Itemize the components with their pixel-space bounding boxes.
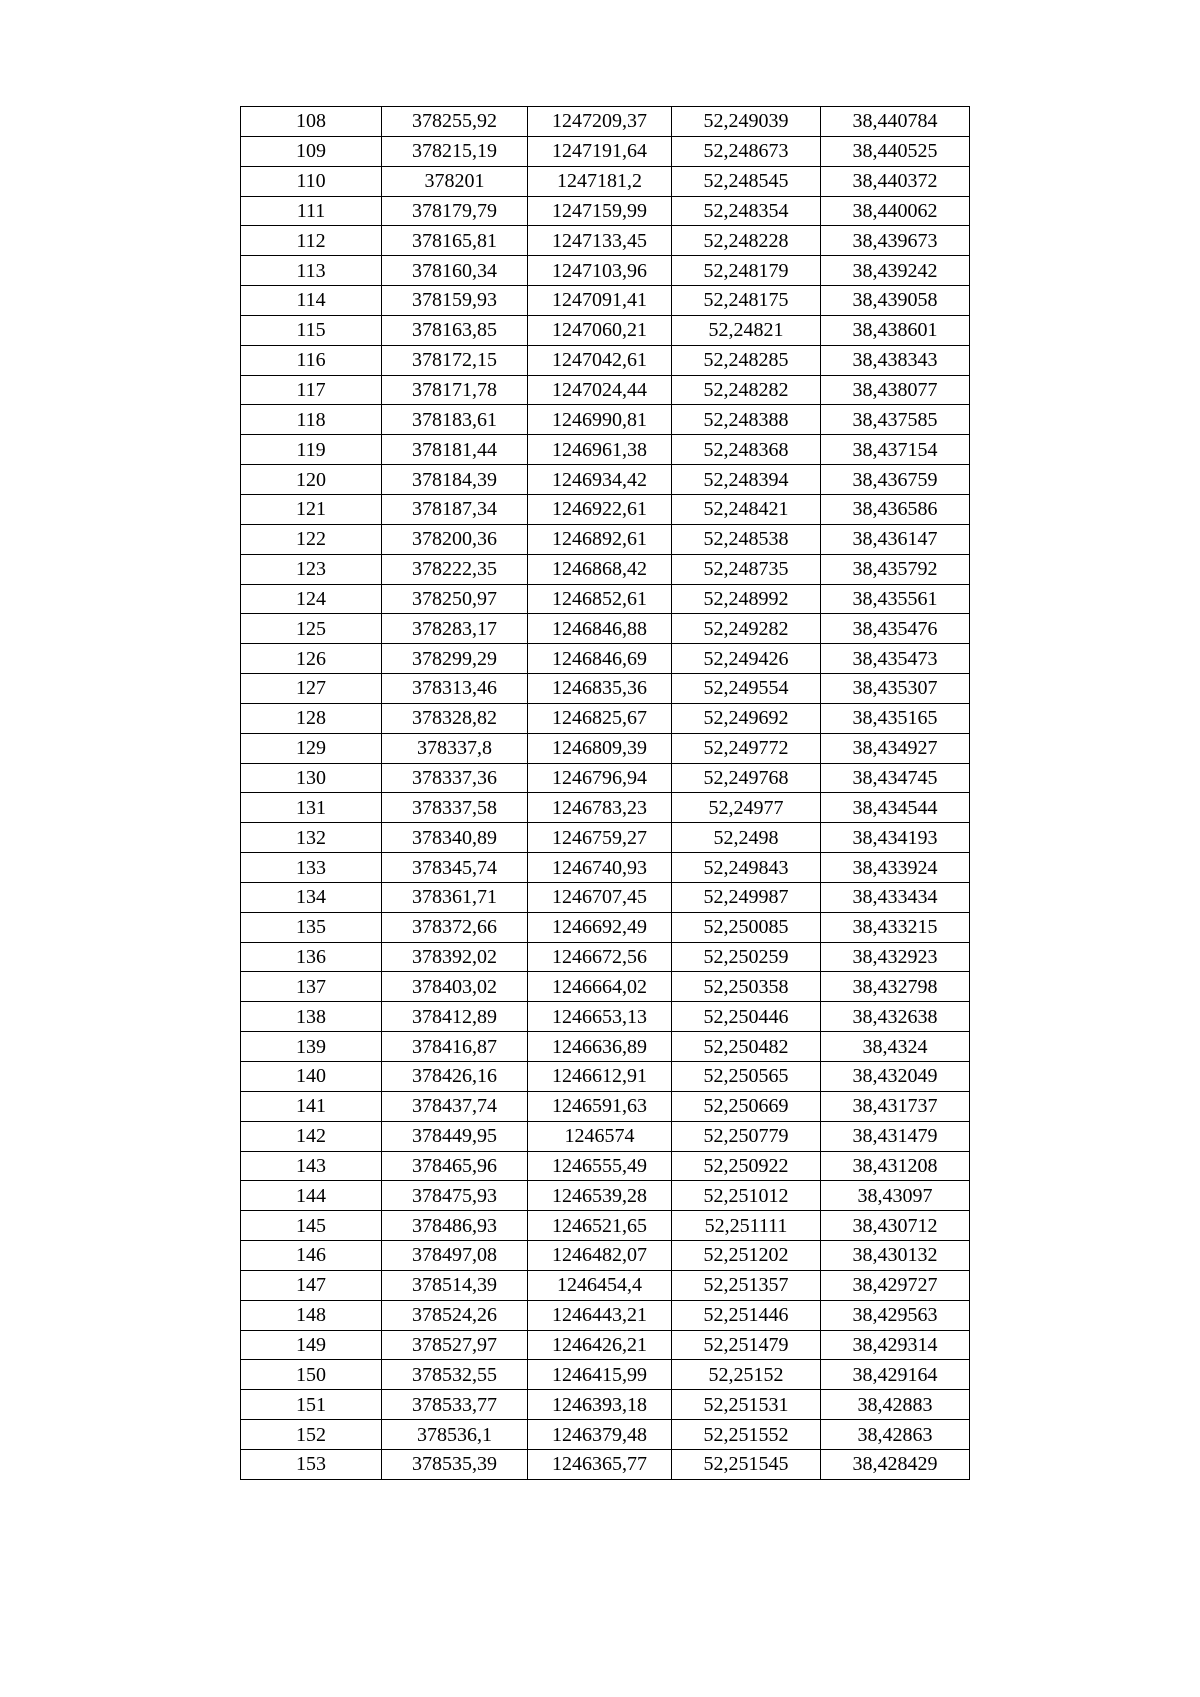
latitude-cell: 52,251531 [672,1390,821,1420]
point-number-cell: 118 [241,405,382,435]
coord-x-cell: 378200,36 [382,524,528,554]
coord-y-cell: 1246740,93 [528,853,672,883]
longitude-cell: 38,433924 [821,853,970,883]
point-number-cell: 115 [241,315,382,345]
point-number-cell: 141 [241,1091,382,1121]
latitude-cell: 52,250922 [672,1151,821,1181]
latitude-cell: 52,248368 [672,435,821,465]
point-number-cell: 137 [241,972,382,1002]
longitude-cell: 38,433434 [821,882,970,912]
point-number-cell: 109 [241,136,382,166]
coord-x-cell: 378165,81 [382,226,528,256]
latitude-cell: 52,249039 [672,107,821,137]
point-number-cell: 146 [241,1241,382,1271]
coord-x-cell: 378187,34 [382,494,528,524]
table-row [241,763,970,793]
longitude-cell: 38,429314 [821,1330,970,1360]
point-number-cell: 121 [241,494,382,524]
table-row [241,166,970,196]
table-row [241,256,970,286]
coord-x-cell: 378532,55 [382,1360,528,1390]
point-number-cell: 122 [241,524,382,554]
table-row [241,554,970,584]
point-number-cell: 119 [241,435,382,465]
longitude-cell: 38,438601 [821,315,970,345]
longitude-cell: 38,432923 [821,942,970,972]
longitude-cell: 38,430712 [821,1211,970,1241]
coord-y-cell: 1246707,45 [528,882,672,912]
point-number-cell: 116 [241,345,382,375]
coordinates-table-body [241,107,970,1480]
coord-x-cell: 378163,85 [382,315,528,345]
latitude-cell: 52,249426 [672,644,821,674]
table-row [241,524,970,554]
point-number-cell: 142 [241,1121,382,1151]
coord-x-cell: 378160,34 [382,256,528,286]
coord-y-cell: 1247103,96 [528,256,672,286]
table-row [241,1151,970,1181]
point-number-cell: 151 [241,1390,382,1420]
coord-y-cell: 1247191,64 [528,136,672,166]
table-row [241,435,970,465]
coord-x-cell: 378535,39 [382,1449,528,1479]
longitude-cell: 38,438077 [821,375,970,405]
table-row [241,375,970,405]
coord-y-cell: 1246521,65 [528,1211,672,1241]
coord-y-cell: 1246539,28 [528,1181,672,1211]
longitude-cell: 38,43097 [821,1181,970,1211]
coord-y-cell: 1247209,37 [528,107,672,137]
table-row [241,1449,970,1479]
point-number-cell: 112 [241,226,382,256]
table-row [241,853,970,883]
table-row [241,972,970,1002]
table-row [241,882,970,912]
coord-y-cell: 1246454,4 [528,1270,672,1300]
longitude-cell: 38,440372 [821,166,970,196]
coord-y-cell: 1246852,61 [528,584,672,614]
latitude-cell: 52,250259 [672,942,821,972]
coord-y-cell: 1246783,23 [528,793,672,823]
latitude-cell: 52,249772 [672,733,821,763]
longitude-cell: 38,431479 [821,1121,970,1151]
longitude-cell: 38,430132 [821,1241,970,1271]
coord-x-cell: 378392,02 [382,942,528,972]
latitude-cell: 52,248394 [672,465,821,495]
point-number-cell: 128 [241,703,382,733]
latitude-cell: 52,25152 [672,1360,821,1390]
point-number-cell: 114 [241,286,382,316]
latitude-cell: 52,248545 [672,166,821,196]
coord-y-cell: 1246835,36 [528,674,672,704]
coord-x-cell: 378328,82 [382,703,528,733]
coord-y-cell: 1246934,42 [528,465,672,495]
point-number-cell: 135 [241,912,382,942]
coord-y-cell: 1246379,48 [528,1420,672,1450]
latitude-cell: 52,248179 [672,256,821,286]
longitude-cell: 38,4324 [821,1032,970,1062]
coord-x-cell: 378255,92 [382,107,528,137]
latitude-cell: 52,249987 [672,882,821,912]
point-number-cell: 147 [241,1270,382,1300]
longitude-cell: 38,436759 [821,465,970,495]
point-number-cell: 123 [241,554,382,584]
coord-y-cell: 1246664,02 [528,972,672,1002]
coord-y-cell: 1247042,61 [528,345,672,375]
coord-x-cell: 378449,95 [382,1121,528,1151]
latitude-cell: 52,248354 [672,196,821,226]
coord-y-cell: 1247133,45 [528,226,672,256]
latitude-cell: 52,251357 [672,1270,821,1300]
longitude-cell: 38,433215 [821,912,970,942]
coord-y-cell: 1246574 [528,1121,672,1151]
coord-y-cell: 1247024,44 [528,375,672,405]
coord-y-cell: 1246612,91 [528,1062,672,1092]
coord-x-cell: 378416,87 [382,1032,528,1062]
coord-y-cell: 1246825,67 [528,703,672,733]
coord-y-cell: 1247159,99 [528,196,672,226]
point-number-cell: 150 [241,1360,382,1390]
longitude-cell: 38,438343 [821,345,970,375]
coord-y-cell: 1246759,27 [528,823,672,853]
table-row [241,196,970,226]
latitude-cell: 52,248992 [672,584,821,614]
point-number-cell: 148 [241,1300,382,1330]
coord-y-cell: 1246922,61 [528,494,672,524]
coord-y-cell: 1247060,21 [528,315,672,345]
table-row [241,823,970,853]
latitude-cell: 52,249692 [672,703,821,733]
point-number-cell: 138 [241,1002,382,1032]
latitude-cell: 52,249282 [672,614,821,644]
point-number-cell: 120 [241,465,382,495]
point-number-cell: 143 [241,1151,382,1181]
table-row [241,1330,970,1360]
coord-x-cell: 378313,46 [382,674,528,704]
table-row [241,226,970,256]
coord-x-cell: 378340,89 [382,823,528,853]
longitude-cell: 38,429727 [821,1270,970,1300]
coord-x-cell: 378222,35 [382,554,528,584]
coord-x-cell: 378179,79 [382,196,528,226]
longitude-cell: 38,440525 [821,136,970,166]
latitude-cell: 52,251446 [672,1300,821,1330]
table-row [241,793,970,823]
coord-x-cell: 378337,36 [382,763,528,793]
coord-x-cell: 378372,66 [382,912,528,942]
table-row [241,1091,970,1121]
longitude-cell: 38,435165 [821,703,970,733]
point-number-cell: 132 [241,823,382,853]
latitude-cell: 52,251202 [672,1241,821,1271]
latitude-cell: 52,248673 [672,136,821,166]
latitude-cell: 52,2498 [672,823,821,853]
longitude-cell: 38,440062 [821,196,970,226]
longitude-cell: 38,429164 [821,1360,970,1390]
longitude-cell: 38,428429 [821,1449,970,1479]
coord-x-cell: 378337,58 [382,793,528,823]
longitude-cell: 38,432638 [821,1002,970,1032]
coord-x-cell: 378172,15 [382,345,528,375]
table-row [241,107,970,137]
point-number-cell: 134 [241,882,382,912]
coord-x-cell: 378283,17 [382,614,528,644]
longitude-cell: 38,429563 [821,1300,970,1330]
coord-y-cell: 1246809,39 [528,733,672,763]
table-row [241,1062,970,1092]
coord-x-cell: 378345,74 [382,853,528,883]
coord-x-cell: 378299,29 [382,644,528,674]
longitude-cell: 38,436586 [821,494,970,524]
table-row [241,1181,970,1211]
coord-y-cell: 1246846,88 [528,614,672,644]
point-number-cell: 131 [241,793,382,823]
coord-x-cell: 378524,26 [382,1300,528,1330]
coord-x-cell: 378361,71 [382,882,528,912]
table-row [241,584,970,614]
longitude-cell: 38,434745 [821,763,970,793]
table-row [241,614,970,644]
coord-y-cell: 1246692,49 [528,912,672,942]
coord-x-cell: 378181,44 [382,435,528,465]
longitude-cell: 38,42863 [821,1420,970,1450]
coord-y-cell: 1246892,61 [528,524,672,554]
point-number-cell: 144 [241,1181,382,1211]
longitude-cell: 38,435473 [821,644,970,674]
table-row [241,1241,970,1271]
table-row [241,494,970,524]
latitude-cell: 52,251012 [672,1181,821,1211]
table-row [241,1270,970,1300]
latitude-cell: 52,251479 [672,1330,821,1360]
coord-x-cell: 378183,61 [382,405,528,435]
coord-y-cell: 1246555,49 [528,1151,672,1181]
coord-y-cell: 1246482,07 [528,1241,672,1271]
latitude-cell: 52,250482 [672,1032,821,1062]
latitude-cell: 52,250358 [672,972,821,1002]
longitude-cell: 38,434193 [821,823,970,853]
coord-y-cell: 1246796,94 [528,763,672,793]
table-row [241,912,970,942]
longitude-cell: 38,432049 [821,1062,970,1092]
latitude-cell: 52,251545 [672,1449,821,1479]
coord-y-cell: 1247091,41 [528,286,672,316]
table-row [241,1360,970,1390]
longitude-cell: 38,434927 [821,733,970,763]
table-row [241,1300,970,1330]
longitude-cell: 38,440784 [821,107,970,137]
table-row [241,1002,970,1032]
longitude-cell: 38,436147 [821,524,970,554]
latitude-cell: 52,248421 [672,494,821,524]
point-number-cell: 111 [241,196,382,226]
coord-x-cell: 378184,39 [382,465,528,495]
longitude-cell: 38,437585 [821,405,970,435]
coord-x-cell: 378527,97 [382,1330,528,1360]
table-row [241,1420,970,1450]
coord-y-cell: 1246846,69 [528,644,672,674]
latitude-cell: 52,24821 [672,315,821,345]
coord-y-cell: 1246672,56 [528,942,672,972]
table-row [241,286,970,316]
point-number-cell: 125 [241,614,382,644]
point-number-cell: 124 [241,584,382,614]
point-number-cell: 140 [241,1062,382,1092]
longitude-cell: 38,431208 [821,1151,970,1181]
coord-x-cell: 378437,74 [382,1091,528,1121]
longitude-cell: 38,434544 [821,793,970,823]
latitude-cell: 52,249843 [672,853,821,883]
latitude-cell: 52,248282 [672,375,821,405]
longitude-cell: 38,439242 [821,256,970,286]
longitude-cell: 38,435792 [821,554,970,584]
coord-x-cell: 378250,97 [382,584,528,614]
coord-x-cell: 378201 [382,166,528,196]
table-row [241,136,970,166]
coord-x-cell: 378497,08 [382,1241,528,1271]
coord-y-cell: 1246990,81 [528,405,672,435]
coord-y-cell: 1246591,63 [528,1091,672,1121]
coord-y-cell: 1246443,21 [528,1300,672,1330]
table-row [241,1032,970,1062]
coord-y-cell: 1246653,13 [528,1002,672,1032]
point-number-cell: 153 [241,1449,382,1479]
coord-y-cell: 1246868,42 [528,554,672,584]
coord-y-cell: 1247181,2 [528,166,672,196]
table-row [241,315,970,345]
longitude-cell: 38,437154 [821,435,970,465]
latitude-cell: 52,250669 [672,1091,821,1121]
point-number-cell: 145 [241,1211,382,1241]
table-row [241,644,970,674]
coordinates-table [240,106,970,1480]
latitude-cell: 52,250085 [672,912,821,942]
latitude-cell: 52,248228 [672,226,821,256]
latitude-cell: 52,249768 [672,763,821,793]
point-number-cell: 152 [241,1420,382,1450]
latitude-cell: 52,250779 [672,1121,821,1151]
latitude-cell: 52,249554 [672,674,821,704]
longitude-cell: 38,431737 [821,1091,970,1121]
coord-x-cell: 378412,89 [382,1002,528,1032]
coord-x-cell: 378337,8 [382,733,528,763]
longitude-cell: 38,439673 [821,226,970,256]
coord-y-cell: 1246961,38 [528,435,672,465]
latitude-cell: 52,250565 [672,1062,821,1092]
latitude-cell: 52,251111 [672,1211,821,1241]
coord-x-cell: 378215,19 [382,136,528,166]
coord-x-cell: 378159,93 [382,286,528,316]
point-number-cell: 117 [241,375,382,405]
latitude-cell: 52,248538 [672,524,821,554]
point-number-cell: 139 [241,1032,382,1062]
table-row [241,674,970,704]
table-row [241,1121,970,1151]
latitude-cell: 52,248735 [672,554,821,584]
latitude-cell: 52,250446 [672,1002,821,1032]
table-row [241,1390,970,1420]
coord-y-cell: 1246393,18 [528,1390,672,1420]
latitude-cell: 52,248175 [672,286,821,316]
point-number-cell: 127 [241,674,382,704]
table-row [241,942,970,972]
longitude-cell: 38,435561 [821,584,970,614]
point-number-cell: 110 [241,166,382,196]
coord-y-cell: 1246415,99 [528,1360,672,1390]
table-row [241,703,970,733]
coord-x-cell: 378403,02 [382,972,528,1002]
longitude-cell: 38,432798 [821,972,970,1002]
point-number-cell: 130 [241,763,382,793]
coord-y-cell: 1246365,77 [528,1449,672,1479]
table-row [241,465,970,495]
coord-x-cell: 378426,16 [382,1062,528,1092]
table-row [241,1211,970,1241]
point-number-cell: 113 [241,256,382,286]
table-row [241,345,970,375]
point-number-cell: 133 [241,853,382,883]
latitude-cell: 52,248285 [672,345,821,375]
coord-y-cell: 1246636,89 [528,1032,672,1062]
point-number-cell: 126 [241,644,382,674]
latitude-cell: 52,24977 [672,793,821,823]
latitude-cell: 52,251552 [672,1420,821,1450]
coord-x-cell: 378536,1 [382,1420,528,1450]
longitude-cell: 38,42883 [821,1390,970,1420]
table-row [241,405,970,435]
table-row [241,733,970,763]
longitude-cell: 38,439058 [821,286,970,316]
coord-x-cell: 378465,96 [382,1151,528,1181]
coord-x-cell: 378486,93 [382,1211,528,1241]
coord-y-cell: 1246426,21 [528,1330,672,1360]
longitude-cell: 38,435307 [821,674,970,704]
coord-x-cell: 378533,77 [382,1390,528,1420]
latitude-cell: 52,248388 [672,405,821,435]
coord-x-cell: 378514,39 [382,1270,528,1300]
point-number-cell: 149 [241,1330,382,1360]
coord-x-cell: 378475,93 [382,1181,528,1211]
coord-x-cell: 378171,78 [382,375,528,405]
point-number-cell: 108 [241,107,382,137]
longitude-cell: 38,435476 [821,614,970,644]
point-number-cell: 136 [241,942,382,972]
point-number-cell: 129 [241,733,382,763]
